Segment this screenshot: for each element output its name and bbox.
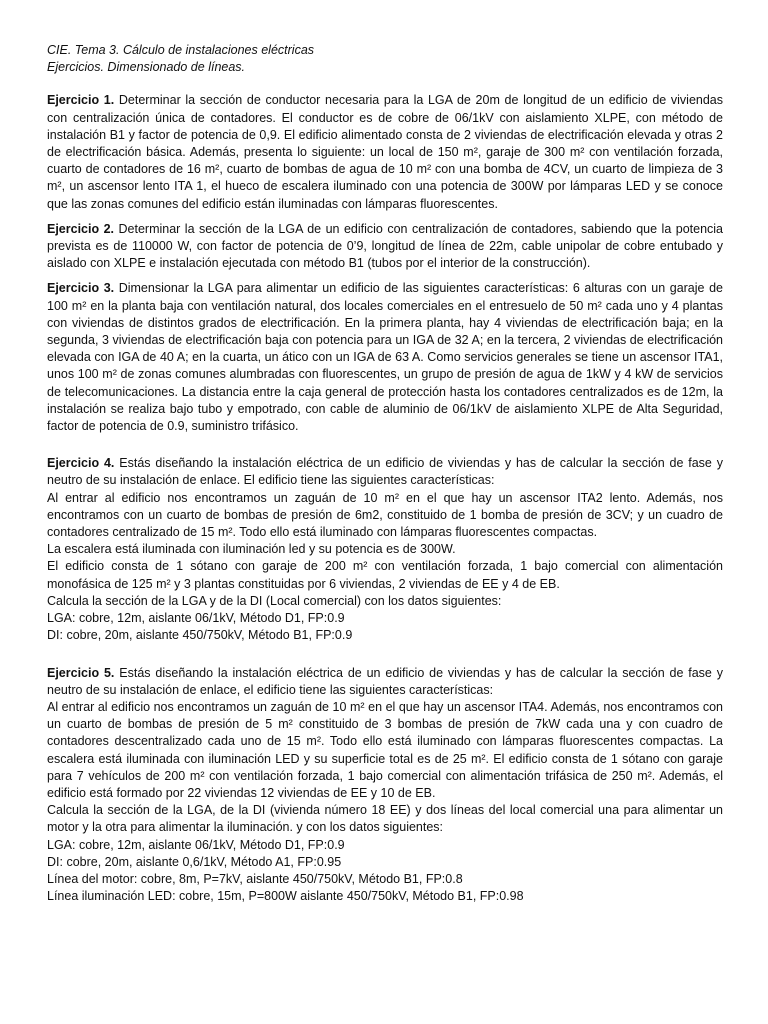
document-header — [47, 42, 723, 76]
exercise-title: Ejercicio 2. — [47, 221, 115, 236]
exercise-2 — [47, 221, 723, 273]
exercise-1 — [47, 92, 723, 212]
document-page — [47, 42, 723, 913]
data-line: DI: cobre, 20m, aislante 0,6/1kV, Método A1, FP:0.95 — [47, 854, 342, 869]
exercise-paragraph: La escalera está iluminada con iluminación led y su potencia es de 300W. — [47, 542, 456, 557]
exercise-paragraph: Calcula la sección de la LGA, de la DI (vivienda número 18 EE) y dos líneas del local comercial una para alimentar un motor y la otra para alimentar la iluminación. y con los datos siguientes: — [47, 803, 723, 835]
exercise-3 — [47, 280, 723, 435]
exercise-paragraph: Calcula la sección de la LGA y de la DI (Local comercial) con los datos siguientes: — [47, 593, 502, 608]
exercise-text: Determinar la sección de la LGA de un edificio con centralización de contadores, sabiendo que la potencia prevista es de 110000 W, con factor de potencia de 0’9, longitud de línea de 22m, cable unipolar de cobre entubado y aislado con XLPE e instalación ejecutada con método B1 (tubos por el interior de la construcción). — [47, 221, 724, 271]
exercise-text: Dimensionar la LGA para alimentar un edificio de las siguientes características: 6 alturas con un garaje de 100 m² en la planta baja con ventilación natural, dos locales comerciales en el entresuelo de 50 m² cada uno y 4 plantas con viviendas de distintos grados de electrificación. En la primera planta, hay 4 viviendas de electrificación baja; en la segunda, 3 viviendas de electrificación baja con potencia para un IGA de 32 A; en la tercera, 2 viviendas de electrificación elevada con IGA de 40 A; en la cuarta, un ático con un IGA de 63 A. Como servicios generales se tiene un ascensor ITA1, unos 100 m² de zonas comunes alumbradas con fluorescentes, un grupo de presión de agua de 1kW y 4 kW de servicios de telecomunicaciones. La distancia entre la caja general de protección hasta los contadores centralizados es de 12m, la instalación se realiza bajo tubo y empotrado, con cable de aluminio de 06/1kV de aislamiento XLPE de Alta Seguridad, factor de potencia de 0.9, suministro trifásico. — [47, 281, 723, 434]
exercise-paragraph: Al entrar al edificio nos encontramos un zaguán de 10 m² en el que hay un ascensor ITA2 lento. Además, nos encontramos con un cuarto de bombas de presión de 6m2, constituido de 1 bomba de presión de 3CV; y un cuadro de contadores centralizado de 15 m². Todo ello está iluminado con lámparas fluorescentes compactas. — [47, 490, 723, 540]
data-line: LGA: cobre, 12m, aislante 06/1kV, Método D1, FP:0.9 — [47, 611, 345, 626]
exercise-paragraph: El edificio consta de 1 sótano con garaje de 200 m² con ventilación forzada, 1 bajo comercial con alimentación monofásica de 125 m² y 3 plantas constituidas por 6 viviendas, 2 viviendas de EE y 4 de EB. — [47, 559, 723, 591]
exercise-title: Ejercicio 4. — [47, 456, 115, 471]
data-line: DI: cobre, 20m, aislante 450/750kV, Método B1, FP:0.9 — [47, 628, 353, 643]
exercise-title: Ejercicio 5. — [47, 665, 115, 680]
exercise-title: Ejercicio 3. — [47, 281, 115, 296]
data-line: Línea del motor: cobre, 8m, P=7kV, aislante 450/750kV, Método B1, FP:0.8 — [47, 871, 463, 886]
exercise-text: Estás diseñando la instalación eléctrica de un edificio de viviendas y has de calcular la sección de fase y neutro de su instalación de enlace. El edificio tiene las siguientes características: — [47, 456, 723, 488]
exercise-4 — [47, 455, 723, 644]
exercise-text: Estás diseñando la instalación eléctrica de un edificio de viviendas y has de calcular la sección de fase y neutro de su instalación de enlace, el edificio tiene las siguientes características: — [47, 665, 723, 697]
course-title: CIE. Tema 3. Cálculo de instalaciones eléctricas — [47, 43, 315, 57]
data-line: LGA: cobre, 12m, aislante 06/1kV, Método D1, FP:0.9 — [47, 837, 345, 852]
exercise-text: Determinar la sección de conductor necesaria para la LGA de 20m de longitud de un edificio de viviendas con centralización única de contadores. El conductor es de cobre de 06/1kV con aislamiento XLPE, con método de instalación B1 y factor de potencia de 0,9. El edificio alimentado consta de 2 viviendas de electrificación elevada y otras 2 de electrificación básica. Además, presenta lo siguiente: un local de 150 m², garaje de 300 m² con ventilación forzada, cuarto de contadores de 16 m², cuarto de bombas de agua de 10 m² con una bomba de 4CV, un cuarto de limpieza de 3 m², un ascensor lento ITA 1, el hueco de escalera iluminado con una potencia de 300W por lámparas LED y se conoce que las zonas comunes del edificio están iluminadas con lámparas fluorescentes. — [47, 93, 724, 211]
exercise-5 — [47, 665, 723, 906]
exercise-title: Ejercicio 1. — [47, 93, 115, 108]
exercise-paragraph: Al entrar al edificio nos encontramos un zaguán de 10 m² en el que hay un ascensor ITA4. Además, nos encontramos con un cuarto de bombas de presión de 5 m² constituido de 3 bombas de presión de 7kW cada una y con cuadro de contadores descentralizado cada uno de 15 m². Todo ello está iluminado con lámparas fluorescentes compactas. La escalera está iluminada con iluminación LED y su superficie total es de 25 m². El edificio consta de 1 sótano con garaje para 7 vehículos de 200 m² con ventilación forzada, 1 bajo comercial con alimentación trifásica de 250 m². Además, el edificio está formado por 22 viviendas 12 viviendas de EE y 10 de EB. — [47, 699, 723, 800]
data-line: Línea iluminación LED: cobre, 15m, P=800W aislante 450/750kV, Método B1, FP:0.98 — [47, 889, 524, 904]
document-subtitle: Ejercicios. Dimensionado de líneas. — [47, 60, 246, 75]
